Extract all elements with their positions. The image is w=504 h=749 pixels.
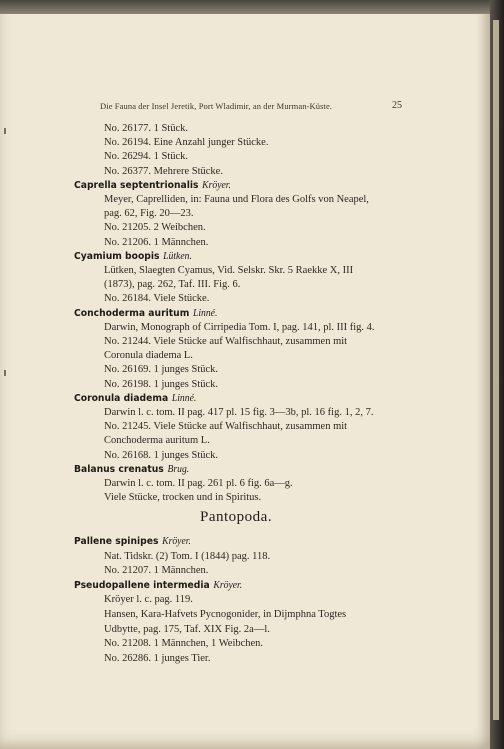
section-title: Pantopoda. (200, 509, 273, 525)
book-edge (490, 0, 504, 749)
text-line: No. 21207. 1 Männchen. (104, 565, 209, 577)
page-top-shadow (0, 0, 490, 14)
text-line: Darwin, Monograph of Cirripedia Tom. I, pag. 141, pl. III fig. 4. (104, 321, 375, 333)
species-heading (74, 180, 231, 192)
text-line: No. 21244. Viele Stücke auf Walfischhaut, zusammen mit (104, 336, 348, 347)
running-title: Die Fauna der Insel Jeretik, Port Wladimir, an der Murman-Küste. (100, 101, 333, 111)
text-line: Meyer, Caprelliden, in: Fauna und Flora des Golfs von Neapel, (104, 194, 369, 205)
text-line: Udbytte, pag. 175, Taf. XIX Fig. 2a—l. (104, 623, 270, 635)
text-line: pag. 62, Fig. 20—23. (104, 208, 194, 220)
species-heading (74, 536, 191, 548)
species-author: Linné. (192, 307, 218, 319)
species-name: Coronula diadema (74, 392, 169, 404)
species-author: Kröyer. (202, 179, 231, 191)
text-line: Lütken, Slaegten Cyamus, Vid. Selskr. Skr. 5 Raekke X, III (104, 265, 354, 276)
species-author: Kröyer. (162, 536, 191, 547)
text-line: No. 26194. Eine Anzahl junger Stücke. (104, 137, 269, 149)
species-heading (74, 464, 189, 476)
text-line: Nat. Tidskr. (2) Tom. I (1844) pag. 118. (104, 550, 271, 562)
species-heading (74, 308, 217, 320)
species-heading (74, 393, 196, 405)
species-author: Kröyer. (213, 579, 243, 591)
species-name: Balanus crenatus (74, 463, 164, 475)
text-line: Coronula diadema L. (104, 350, 193, 362)
text-line: Kröyer l. c. pag. 119. (104, 594, 193, 606)
species-name: Caprella septentrionalis (74, 179, 199, 191)
text-line: No. 26286. 1 junges Tier. (104, 652, 211, 664)
text-line: No. 26377. Mehrere Stücke. (104, 165, 223, 177)
text-line: No. 26294. 1 Stück. (104, 151, 188, 163)
text-line: Viele Stücke, trocken und in Spiritus. (104, 492, 262, 504)
text-line: No. 26169. 1 junges Stück. (104, 364, 219, 376)
species-heading (74, 580, 242, 592)
text-line: (1873), pag. 262, Taf. III. Fig. 6. (104, 279, 241, 291)
species-name: Pseudopallene intermedia (74, 579, 210, 591)
species-author: Lütken. (163, 250, 192, 262)
text-line: No. 21205. 2 Weibchen. (104, 222, 206, 234)
text-line: No. 21208. 1 Männchen, 1 Weibchen. (104, 638, 264, 650)
text-line: No. 21206. 1 Männchen. (104, 236, 209, 248)
species-name: Cyamium boopis (74, 250, 160, 262)
margin-mark (4, 128, 6, 134)
text-line: Conchoderma auritum L. (104, 435, 210, 447)
text-line: No. 26198. 1 junges Stück. (104, 378, 219, 390)
species-author: Linné. (171, 392, 197, 404)
species-name: Pallene spinipes (74, 536, 159, 547)
text-line: No. 26184. Viele Stücke. (104, 293, 210, 305)
species-author: Brug. (167, 463, 190, 475)
text-line: Hansen, Kara-Hafvets Pycnogonider, in Dijmphna Togtes (104, 609, 347, 620)
text-line: Darwin l. c. tom. II pag. 417 pl. 15 fig. 3—3b, pl. 16 fig. 1, 2, 7. (104, 407, 374, 418)
text-line: No. 21245. Viele Stücke auf Walfischhaut, zusammen mit (104, 421, 348, 433)
text-line: No. 26177. 1 Stück. (104, 123, 188, 134)
margin-mark (4, 370, 6, 376)
text-line: Darwin l. c. tom. II pag. 261 pl. 6 fig. 6a—g. (104, 478, 293, 489)
species-name: Conchoderma auritum (74, 307, 190, 319)
text-line: No. 26168. 1 junges Stück. (104, 449, 219, 461)
page-number: 25 (392, 100, 402, 111)
species-heading (74, 251, 192, 263)
